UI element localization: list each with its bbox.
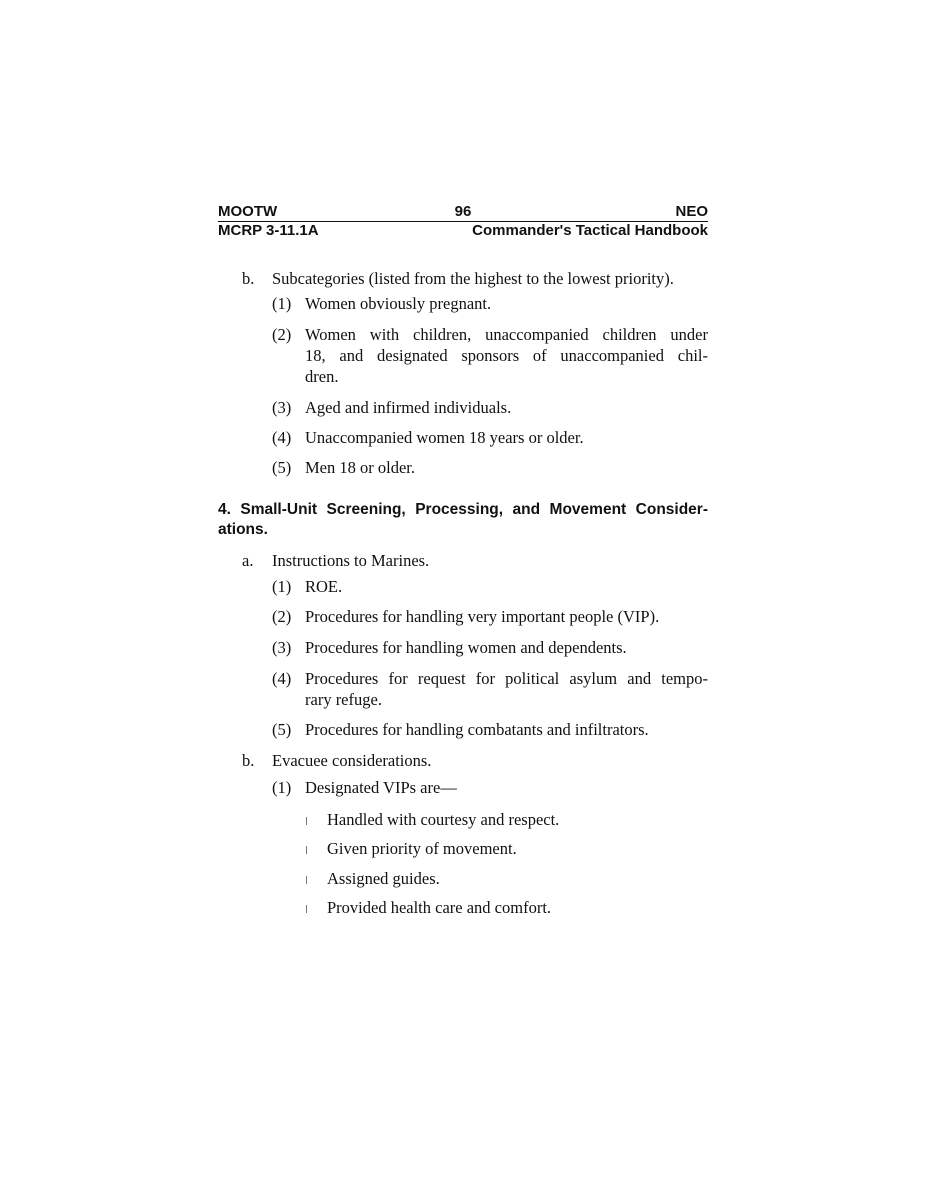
header-title: Commander's Tactical Handbook <box>472 222 708 239</box>
running-header-top <box>218 204 708 222</box>
item-text: Subcategories (listed from the highest to the lowest priority). <box>272 269 674 288</box>
subitem-number: (1) <box>272 577 292 596</box>
bullet-icon: | <box>305 904 308 913</box>
section-heading-line: 4. Small-Unit Screening, Processing, and Movement Consider- <box>218 501 708 518</box>
subitem-text: rary refuge. <box>305 690 382 709</box>
bullet-text: Handled with courtesy and respect. <box>327 810 560 829</box>
subitem-text: Women with children, unaccompanied children under <box>305 325 708 344</box>
subitem-number: (1) <box>272 778 292 797</box>
subitem-number: (2) <box>272 325 292 344</box>
subitem-number: (2) <box>272 607 292 626</box>
subitem-number: (3) <box>272 398 292 417</box>
subitem-text: 18, and designated sponsors of unaccompanied chil- <box>305 346 708 365</box>
subitem-number: (4) <box>272 428 292 447</box>
item-label: b. <box>242 751 255 770</box>
subitem-text: Procedures for request for political asylum and tempo- <box>305 669 708 688</box>
subitem-text: dren. <box>305 367 339 386</box>
subitem-text: Aged and infirmed individuals. <box>305 398 512 417</box>
subitem-text: Men 18 or older. <box>305 458 415 477</box>
header-topic: NEO <box>675 203 708 220</box>
running-header-bottom <box>218 223 708 239</box>
subitem-number: (5) <box>272 720 292 739</box>
section-heading-line: ations. <box>218 521 268 538</box>
subitem-text: Procedures for handling very important people (VIP). <box>305 607 660 626</box>
bullet-text: Provided health care and comfort. <box>327 898 552 917</box>
bullet-text: Given priority of movement. <box>327 839 517 858</box>
item-label: b. <box>242 269 255 288</box>
header-publication: MCRP 3-11.1A <box>218 222 319 239</box>
subitem-number: (3) <box>272 638 292 657</box>
subitem-text: Women obviously pregnant. <box>305 294 492 313</box>
subitem-number: (1) <box>272 294 292 313</box>
header-series: MOOTW <box>218 203 278 220</box>
bullet-icon: | <box>305 845 308 854</box>
subitem-text: Procedures for handling women and dependents. <box>305 638 627 657</box>
bullet-text: Assigned guides. <box>327 869 440 888</box>
page-number: 96 <box>454 203 472 220</box>
item-label: a. <box>242 551 254 570</box>
subitem-text: Designated VIPs are— <box>305 778 457 797</box>
section-heading <box>218 500 708 540</box>
subitem-text: ROE. <box>305 577 343 596</box>
bullet-icon: | <box>305 875 308 884</box>
item-text: Evacuee considerations. <box>272 751 432 770</box>
subitem-text: Procedures for handling combatants and infiltrators. <box>305 720 649 739</box>
bullet-icon: | <box>305 816 308 825</box>
subitem-number: (5) <box>272 458 292 477</box>
subitem-text: Unaccompanied women 18 years or older. <box>305 428 584 447</box>
subitem-number: (4) <box>272 669 292 688</box>
item-text: Instructions to Marines. <box>272 551 430 570</box>
